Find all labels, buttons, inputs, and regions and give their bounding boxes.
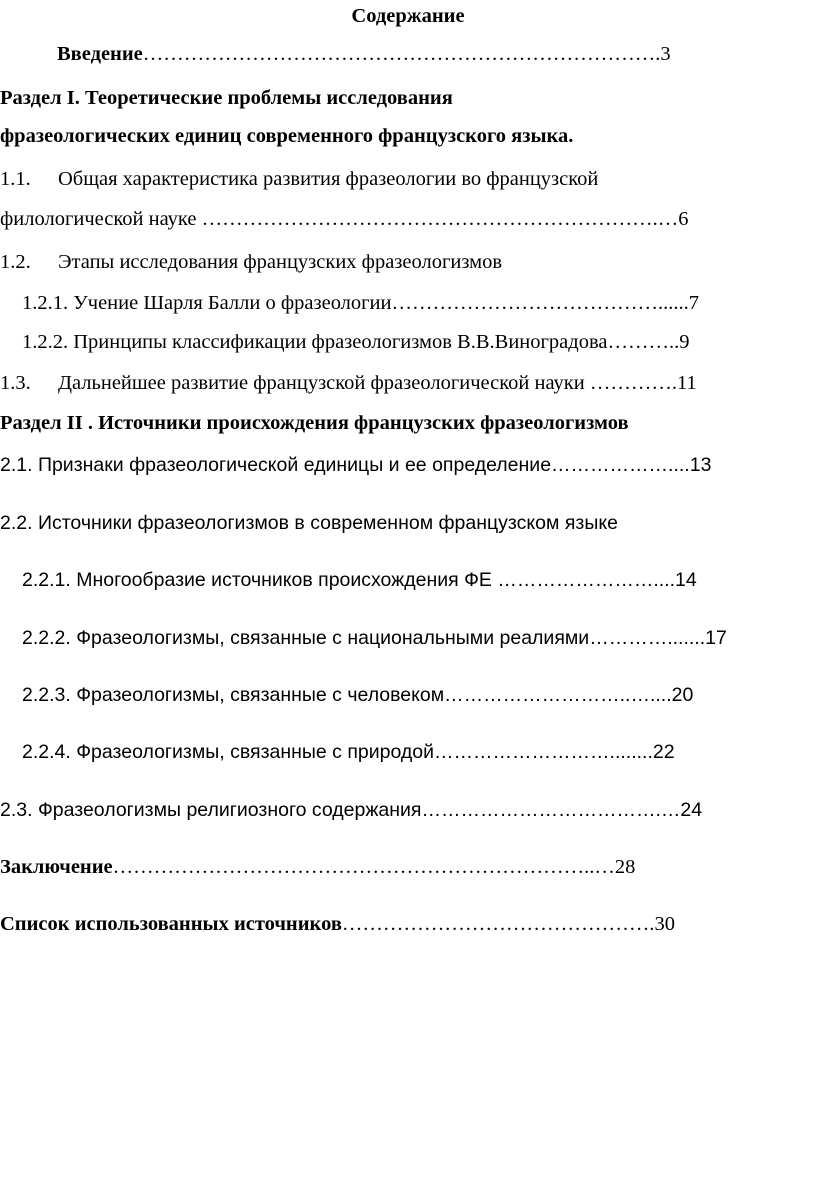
toc-entry-2-1 [0, 453, 711, 477]
toc-part1-heading-line1: Раздел I. Теоретические проблемы исследования [0, 87, 453, 109]
toc-leader-dots: …………. [584, 372, 677, 394]
toc-entry-2-2 [0, 511, 618, 535]
toc-entry-1-2 [0, 250, 502, 274]
toc-page-number: 11 [676, 372, 697, 394]
toc-leader-dots: …………………………………………………………………. [142, 43, 661, 65]
toc-entry-label: Заключение [0, 856, 113, 878]
toc-leader-dots: ……….. [607, 331, 680, 353]
toc-part1-heading-line2: фразеологических единиц современного французского языка. [0, 125, 574, 147]
toc-entry-2-3 [0, 798, 702, 822]
toc-section-number: 1.1. [0, 168, 31, 190]
toc-entry-label: 1.2.2. Принципы классификации фразеологизмов В.В.Виноградова [22, 331, 608, 353]
toc-page-number: 3 [660, 43, 671, 65]
toc-title: Содержание [351, 5, 465, 27]
toc-entry-label: Этапы исследования французских фразеологизмов [58, 251, 503, 273]
toc-entry-label: 2.2.2. Фразеологизмы, связанные с национальными реалиями [22, 627, 590, 649]
toc-page-number: 28 [614, 856, 636, 878]
toc-entry-2-2-3 [22, 683, 693, 707]
toc-entry-1-3 [0, 371, 697, 395]
toc-page-number: 30 [654, 913, 676, 935]
toc-page-number: 20 [671, 684, 694, 706]
toc-page-number: 7 [688, 292, 700, 314]
toc-page-number: 9 [679, 331, 690, 353]
toc-entry-conclusion [0, 855, 635, 879]
toc-leader-dots: ……………….... [551, 454, 690, 476]
toc-part2-heading: Раздел II . Источники происхождения французских фразеологизмов [0, 412, 629, 434]
toc-entry-1-2-1 [22, 291, 699, 315]
toc-page-number: 6 [678, 208, 689, 230]
toc-entry-label: Дальнейшее развитие французской фразеологической науки [58, 372, 585, 394]
toc-entry-1-2-2 [22, 330, 689, 354]
toc-leader-dots: …………………………………...... [391, 292, 689, 314]
toc-section-number: 1.2. [0, 251, 31, 273]
toc-section-number: 1.3. [0, 372, 31, 394]
toc-entry-label: 2.2. Источники фразеологизмов в современном французском языке [0, 512, 618, 534]
toc-leader-dots: ……………………………………………………………..… [112, 856, 615, 878]
toc-entry-2-2-4 [22, 740, 675, 764]
toc-entry-sources [0, 912, 675, 936]
toc-leader-dots: …………....... [589, 627, 706, 649]
toc-entry-1-1 [0, 167, 598, 191]
toc-leader-dots: ………………………........ [434, 741, 653, 763]
toc-page-number: 17 [705, 627, 727, 649]
toc-entry-label: Введение [57, 43, 143, 65]
toc-leader-dots: …………………….... [491, 569, 676, 591]
toc-entry-2-2-1 [22, 568, 697, 592]
toc-entry-intro [57, 42, 671, 66]
toc-page-number: 13 [689, 454, 712, 476]
toc-entry-label: 2.2.3. Фразеологизмы, связанные с человеком [22, 684, 445, 706]
toc-entry-label: Список использованных источников [0, 913, 342, 935]
toc-leader-dots: ………………………………………. [341, 913, 655, 935]
toc-page-number: 14 [675, 569, 697, 591]
toc-entry-1-1-cont [0, 207, 688, 231]
toc-leader-dots: ………………………………………………………….… [196, 208, 679, 230]
toc-page-number: 24 [680, 799, 703, 821]
toc-entry-label: 1.2.1. Учение Шарля Балли о фразеологии [22, 292, 392, 314]
toc-entry-label: 2.2.4. Фразеологизмы, связанные с природой [22, 741, 435, 763]
toc-entry-label: Общая характеристика развития фразеологии во французской [58, 168, 599, 190]
toc-entry-label: 2.1. Признаки фразеологической единицы и ее определение [0, 454, 552, 476]
toc-leader-dots: ……………………………….… [421, 799, 681, 821]
toc-entry-label: 2.2.1. Многообразие источников происхождения ФЕ [22, 569, 492, 591]
toc-entry-label: филологической науке [0, 208, 197, 230]
toc-entry-label: 2.3. Фразеологизмы религиозного содержания [0, 799, 422, 821]
toc-entry-2-2-2 [22, 626, 727, 650]
toc-leader-dots: ………………………..….... [444, 684, 672, 706]
toc-page-number: 22 [652, 741, 675, 763]
